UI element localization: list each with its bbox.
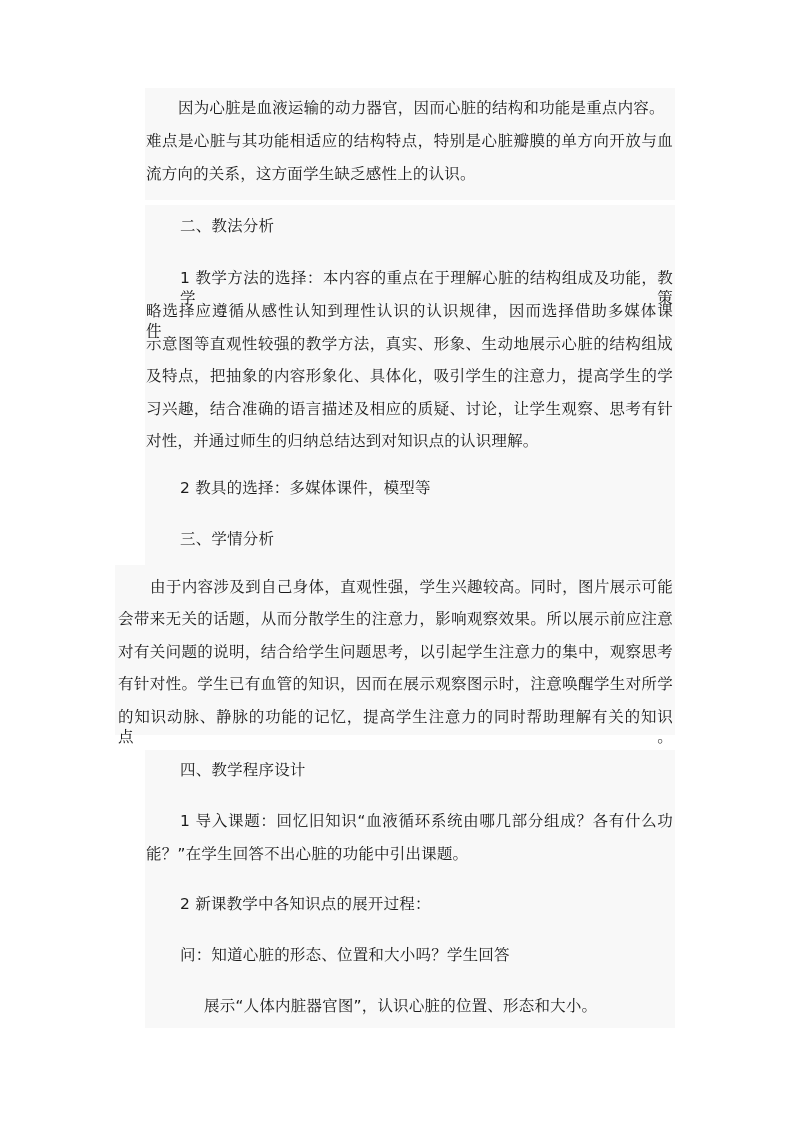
text-line: 对性，并通过师生的归纳总结达到对知识点的认识理解。 xyxy=(146,432,539,450)
text-line: 1 教学方法的选择：本内容的重点在于理解心脏的结构组成及功能，教学策 xyxy=(180,269,673,307)
paragraph-teaching-aids: 2 教具的选择：多媒体课件，模型等 xyxy=(180,479,431,497)
text-line: 难点是心脏与其功能相适应的结构特点，特别是心脏瓣膜的单方向开放与血 xyxy=(146,132,673,150)
text-line: 习兴趣，结合准确的语言描述及相应的质疑、讨论，让学生观察、思考有针 xyxy=(146,400,673,418)
paragraph-question: 问：知道心脏的形态、位置和大小吗？学生回答 xyxy=(180,946,510,964)
text-line: 由于内容涉及到自己身体，直观性强，学生兴趣较高。同时，图片展示可能 xyxy=(150,578,673,596)
paragraph-show-diagram: 展示“人体内脏器官图”，认识心脏的位置、形态和大小。 xyxy=(204,997,598,1015)
text-line: 能？”在学生回答不出心脏的功能中引出课题。 xyxy=(146,845,469,863)
text-line: 因为心脏是血液运输的动力器官，因而心脏的结构和功能是重点内容。 xyxy=(178,99,665,117)
text-line: 对有关问题的说明，结合给学生问题思考，以引起学生注意力的集中，观察思考 xyxy=(118,643,673,661)
text-line: 有针对性。学生已有血管的知识，因而在展示观察图示时，注意唤醒学生对所学 xyxy=(118,675,673,693)
section-heading-student-analysis: 三、学情分析 xyxy=(180,530,275,548)
paragraph-new-lesson: 2 新课教学中各知识点的展开过程： xyxy=(180,895,431,913)
text-line: 及特点，把抽象的内容形象化、具体化，吸引学生的注意力，提高学生的学 xyxy=(146,367,673,385)
shade-block-4 xyxy=(145,750,675,1028)
section-heading-teaching-method: 二、教法分析 xyxy=(180,217,275,235)
section-heading-procedure-design: 四、教学程序设计 xyxy=(180,761,306,779)
text-line: 示意图等直观性较强的教学方法，真实、形象、生动地展示心脏的结构组成 xyxy=(146,335,673,353)
text-line: 会带来无关的话题，从而分散学生的注意力，影响观察效果。所以展示前应注意 xyxy=(118,610,673,628)
text-line: 的知识动脉、静脉的功能的记忆，提高学生注意力的同时帮助理解有关的知识点。 xyxy=(118,708,673,746)
text-line: 1 导入课题：回忆旧知识“血液循环系统由哪几部分组成？各有什么功 xyxy=(180,812,673,830)
text-line: 流方向的关系，这方面学生缺乏感性上的认识。 xyxy=(146,165,476,183)
text-line: 略选择应遵循从感性认知到理性认识的认识规律，因而选择借助多媒体课件， xyxy=(146,302,673,340)
